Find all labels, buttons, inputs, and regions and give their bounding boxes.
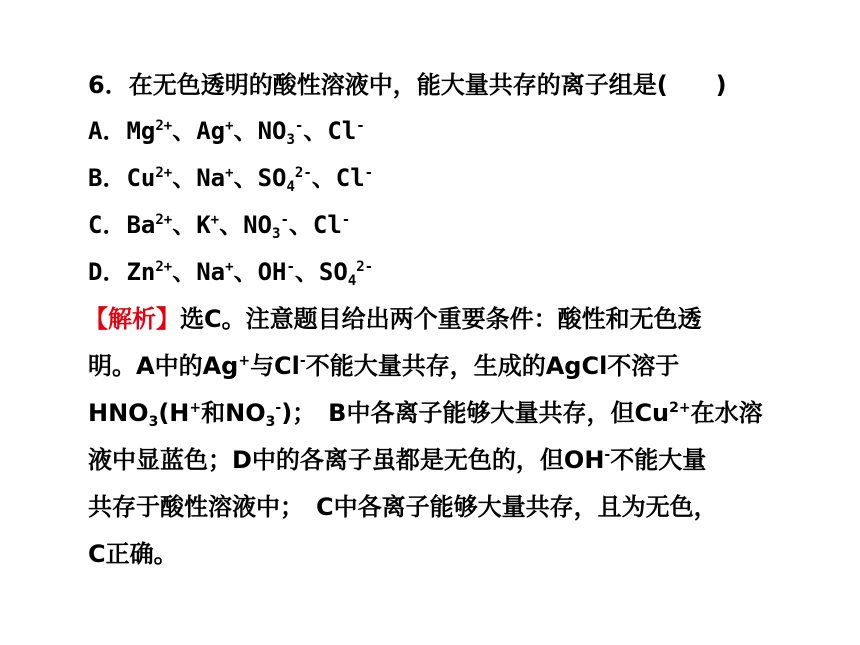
ion: Ag — [196, 117, 226, 145]
ion-charge: - — [356, 118, 365, 134]
separator: 、 — [219, 211, 244, 239]
question-number: 6． — [88, 71, 129, 99]
analysis-text: C正确。 — [88, 540, 178, 568]
separator: 、 — [311, 164, 336, 192]
ion-charge: + — [238, 353, 251, 369]
ion: Zn — [126, 258, 156, 286]
analysis-text: 液中显蓝色；D中的各离子虽都是无色的，但OH — [88, 446, 605, 474]
analysis-text: 不能大量 — [610, 446, 707, 474]
analysis-tag: 【解析】 — [84, 305, 180, 333]
analysis-text: )； B中各离子能够大量共存，但Cu — [281, 399, 670, 427]
ion-charge: - — [341, 212, 351, 228]
ion-charge: 2- — [294, 165, 312, 181]
ion: Na — [196, 258, 226, 286]
question-text: 在无色透明的酸性溶液中，能大量共存的离子组是( ) — [128, 71, 727, 99]
ion: K — [196, 211, 211, 239]
analysis-text: 选C。注意题目给出两个重要条件：酸性和无色透 — [180, 305, 702, 333]
option-b — [88, 163, 373, 193]
question-stem — [88, 70, 727, 100]
analysis-line-4 — [88, 445, 706, 475]
separator: 、 — [172, 164, 197, 192]
ion-charge: + — [225, 118, 234, 134]
ion: Na — [196, 164, 226, 192]
ion: Cl — [327, 117, 357, 145]
analysis-line-5 — [88, 492, 718, 522]
analysis-line-3 — [88, 398, 763, 428]
option-letter: B． — [88, 164, 127, 192]
analysis-text: HNO — [88, 399, 149, 427]
analysis-line-1 — [84, 304, 702, 334]
ion: OH — [257, 258, 287, 286]
ion-charge: 2+ — [669, 400, 691, 416]
separator: 、 — [172, 117, 197, 145]
ion-subscript: 3 — [265, 414, 276, 430]
ion: NO — [257, 117, 287, 145]
ion-charge: + — [225, 259, 234, 275]
ion-charge: 2+ — [155, 165, 173, 181]
ion-charge: - — [275, 400, 282, 416]
ion: NO — [243, 211, 273, 239]
ion-charge: 2+ — [155, 118, 173, 134]
separator: 、 — [233, 117, 258, 145]
analysis-line-2 — [88, 351, 679, 381]
option-letter: A． — [88, 117, 127, 145]
separator: 、 — [233, 164, 258, 192]
ion-subscript: 3 — [148, 414, 159, 430]
ion: Mg — [126, 117, 156, 145]
ion-charge: - — [294, 118, 304, 134]
ion-charge: - — [280, 212, 289, 228]
ion-subscript: 3 — [286, 132, 295, 148]
analysis-text: 与Cl — [250, 352, 300, 380]
ion: Cl — [312, 211, 342, 239]
separator: 、 — [172, 211, 197, 239]
ion: SO — [318, 258, 348, 286]
ion-charge: 2+ — [155, 212, 173, 228]
option-letter: D． — [88, 258, 127, 286]
option-d — [88, 257, 373, 287]
analysis-text: 明。A中的Ag — [88, 352, 239, 380]
ion: SO — [257, 164, 287, 192]
analysis-text: 共存于酸性溶液中； C中各离子能够大量共存，且为无色， — [88, 493, 718, 521]
separator: 、 — [233, 258, 258, 286]
ion-charge: + — [189, 400, 202, 416]
analysis-text: 和NO — [201, 399, 266, 427]
ion-charge: 2+ — [155, 259, 173, 275]
ion: Cl — [335, 164, 365, 192]
ion-subscript: 4 — [286, 179, 295, 195]
ion-charge: - — [364, 165, 374, 181]
ion-subscript: 3 — [272, 226, 281, 242]
ion-charge: - — [604, 447, 611, 463]
ion-charge: - — [286, 259, 295, 275]
option-a — [88, 116, 365, 146]
ion-charge: 2- — [356, 259, 374, 275]
ion: Cu — [126, 164, 156, 192]
analysis-text: 在水溶 — [690, 399, 763, 427]
ion-charge: + — [225, 165, 234, 181]
analysis-text: (H — [158, 399, 190, 427]
analysis-text: 不能大量共存，生成的AgCl不溶于 — [305, 352, 680, 380]
option-c — [88, 210, 350, 240]
separator: 、 — [288, 211, 313, 239]
separator: 、 — [172, 258, 197, 286]
separator: 、 — [294, 258, 319, 286]
separator: 、 — [303, 117, 328, 145]
ion-charge: - — [299, 353, 306, 369]
ion-charge: + — [210, 212, 220, 228]
ion-subscript: 4 — [347, 273, 357, 289]
ion: Ba — [126, 211, 156, 239]
option-letter: C． — [88, 211, 127, 239]
analysis-line-6 — [88, 539, 178, 569]
